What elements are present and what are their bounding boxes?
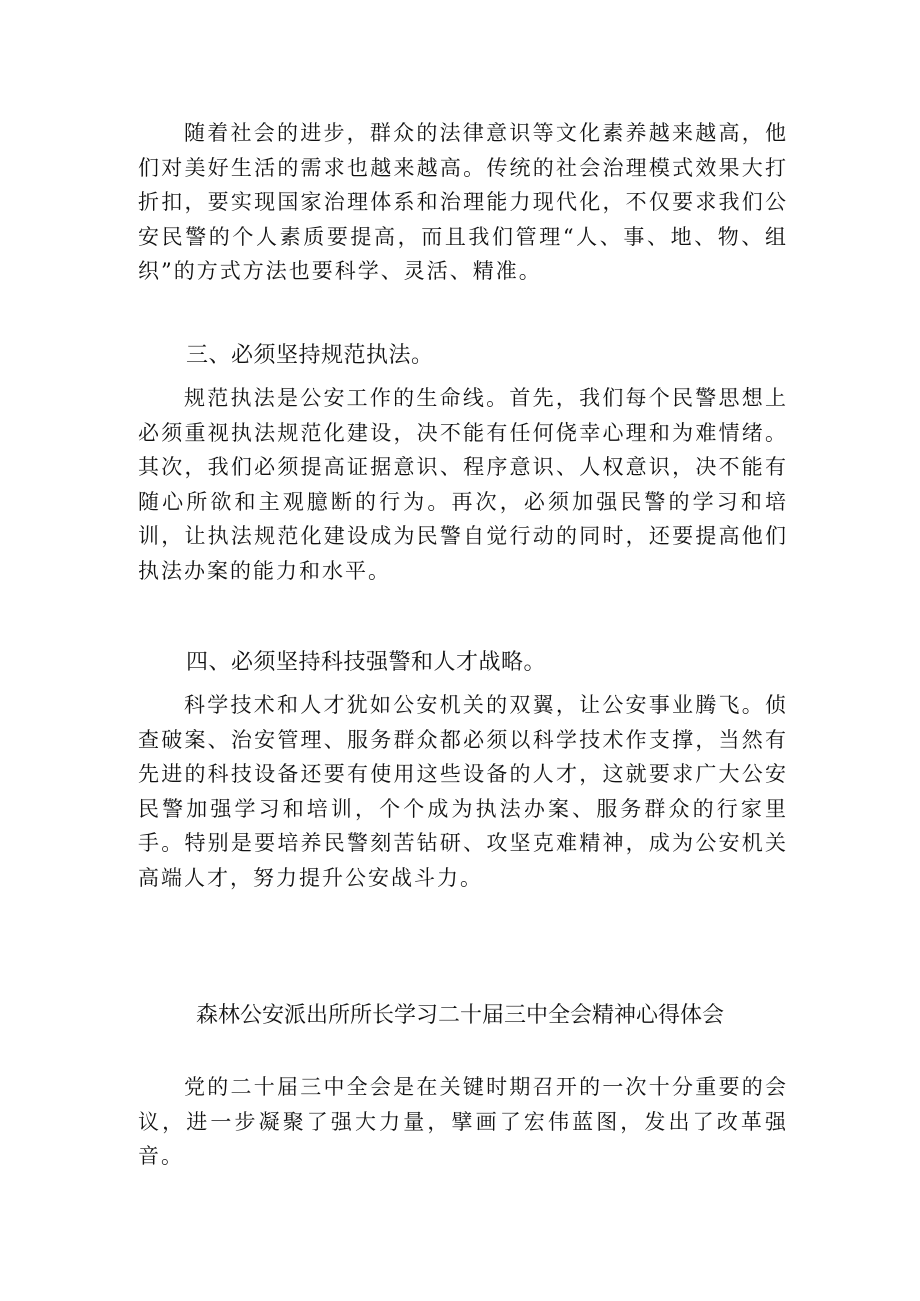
section-heading-technology-and-talent: 四、必须坚持科技强警和人才战略。 <box>186 650 547 675</box>
article-title: 森林公安派出所所长学习二十届三中全会精神心得体会 <box>195 1003 724 1028</box>
body-paragraph-third-plenary-session: 党的二十届三中全会是在关键时期召开的一次十分重要的会议，进一步凝聚了强大力量，擘画了宏伟蓝图，发出了改革强音。 <box>138 1075 788 1168</box>
section-heading-regulated-law-enforcement: 三、必须坚持规范执法。 <box>186 343 434 368</box>
body-paragraph-regulated-law-enforcement: 规范执法是公安工作的生命线。首先，我们每个民警思想上必须重视执法规范化建设，决不能有任何侥幸心理和为难情绪。其次，我们必须提高证据意识、程序意识、人权意识，决不能有随心所欲和主观臆断的行为。再次，必须加强民警的学习和培训，让执法规范化建设成为民警自觉行动的同时，还要提高他们执法办案的能力和水平。 <box>138 386 788 583</box>
body-paragraph-social-progress: 随着社会的进步，群众的法律意识等文化素养越来越高，他们对美好生活的需求也越来越高。传统的社会治理模式效果大打折扣，要实现国家治理体系和治理能力现代化，不仅要求我们公安民警的个人素质要提高，而且我们管理“人、事、地、物、组织”的方式方法也要科学、灵活、精准。 <box>138 121 788 283</box>
body-paragraph-technology-and-talent: 科学技术和人才犹如公安机关的双翼，让公安事业腾飞。侦查破案、治安管理、服务群众都必须以科学技术作支撑，当然有先进的科技设备还要有使用这些设备的人才，这就要求广大公安民警加强学习和培训，个个成为执法办案、服务群众的行家里手。特别是要培养民警刻苦钻研、攻坚克难精神，成为公安机关高端人才，努力提升公安战斗力。 <box>138 693 788 890</box>
